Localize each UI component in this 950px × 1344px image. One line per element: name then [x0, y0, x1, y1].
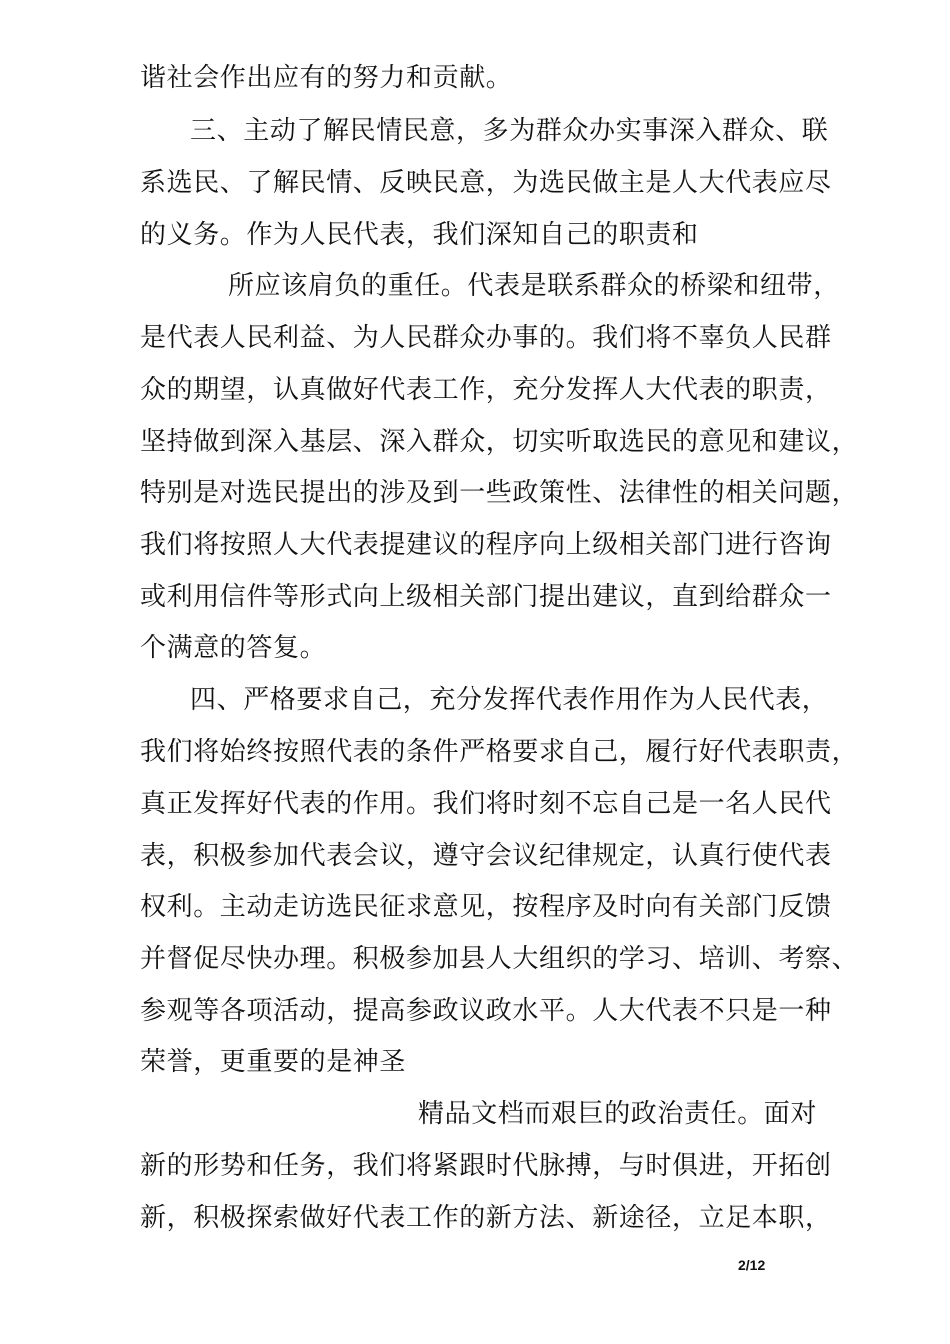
text-line: 个满意的答复。 — [140, 633, 327, 663]
text-line: 权利。主动走访选民征求意见，按程序及时向有关部门反馈 — [140, 892, 832, 922]
text-line: 四、严格要求自己，充分发挥代表作用作为人民代表， — [190, 685, 829, 715]
text-line: 众的期望，认真做好代表工作，充分发挥人大代表的职责， — [140, 375, 832, 405]
text-line: 精品文档而艰巨的政治责任。面对 — [418, 1099, 818, 1129]
text-line: 荣誉，更重要的是神圣 — [140, 1047, 407, 1077]
text-line: 谐社会作出应有的努力和贡献。 — [140, 63, 513, 93]
text-line: 坚持做到深入基层、深入群众，切实听取选民的意见和建议， — [140, 427, 859, 457]
text-line: 或利用信件等形式向上级相关部门提出建议，直到给群众一 — [140, 582, 832, 612]
text-line: 所应该肩负的重任。代表是联系群众的桥梁和纽带， — [228, 271, 840, 301]
text-line: 三、主动了解民情民意，多为群众办实事深入群众、联 — [190, 116, 829, 146]
text-line: 我们将按照人大代表提建议的程序向上级相关部门进行咨询 — [140, 530, 832, 560]
text-line: 系选民、了解民情、反映民意，为选民做主是人大代表应尽 — [140, 168, 832, 198]
text-line: 我们将始终按照代表的条件严格要求自己，履行好代表职责， — [140, 737, 859, 767]
page-number: 2/12 — [738, 1257, 766, 1273]
text-line: 新的形势和任务，我们将紧跟时代脉搏，与时俱进，开拓创 — [140, 1151, 832, 1181]
text-line: 的义务。作为人民代表，我们深知自己的职责和 — [140, 220, 699, 250]
text-line: 特别是对选民提出的涉及到一些政策性、法律性的相关问题， — [140, 478, 859, 508]
text-line: 新，积极探索做好代表工作的新方法、新途径，立足本职， — [140, 1203, 832, 1233]
text-line: 表，积极参加代表会议，遵守会议纪律规定，认真行使代表 — [140, 841, 832, 871]
text-line: 并督促尽快办理。积极参加县人大组织的学习、培训、考察、 — [140, 944, 859, 974]
text-line: 参观等各项活动，提高参政议政水平。人大代表不只是一种 — [140, 996, 832, 1026]
text-line: 是代表人民利益、为人民群众办事的。我们将不辜负人民群 — [140, 323, 832, 353]
text-line: 真正发挥好代表的作用。我们将时刻不忘自己是一名人民代 — [140, 789, 832, 819]
